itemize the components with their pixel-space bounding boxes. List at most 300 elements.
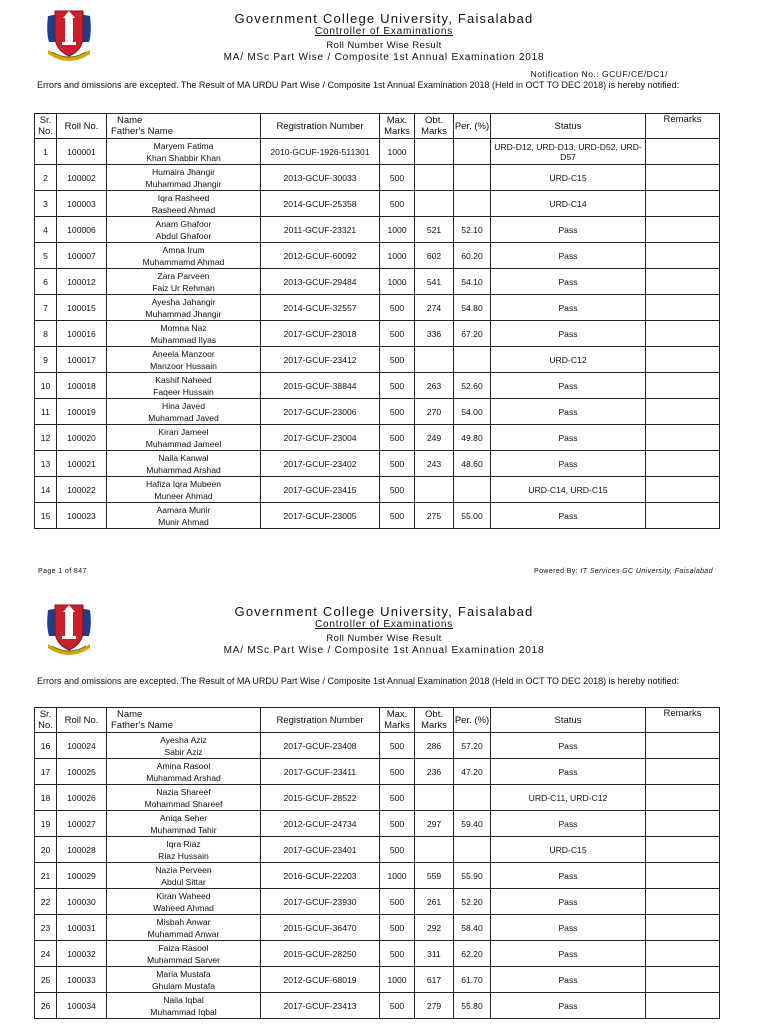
name-cell xyxy=(107,837,261,863)
max-marks-cell: 500 xyxy=(380,425,415,451)
registration-cell: 2012-GCUF-24734 xyxy=(261,811,380,837)
name-cell xyxy=(107,165,261,191)
remarks-cell xyxy=(646,373,720,399)
name-cell xyxy=(107,243,261,269)
max-marks-cell: 500 xyxy=(380,373,415,399)
registration-cell: 2016-GCUF-22203 xyxy=(261,863,380,889)
name-cell xyxy=(107,399,261,425)
percentage-cell: 49.80 xyxy=(454,425,491,451)
roll-cell: 100032 xyxy=(57,941,107,967)
percentage-cell: 55.90 xyxy=(454,863,491,889)
table-row xyxy=(35,321,720,347)
student-name: Nazia Perveen xyxy=(155,864,212,875)
registration-cell: 2017-GCUF-23005 xyxy=(261,503,380,529)
father-name: Faiz Ur Rehman xyxy=(152,282,215,293)
office-title: Controller of Examinations xyxy=(314,619,454,630)
registration-cell: 2015-GCUF-36470 xyxy=(261,915,380,941)
roll-cell: 100031 xyxy=(57,915,107,941)
student-name: Kiran Waheed xyxy=(156,890,211,901)
name-cell xyxy=(107,321,261,347)
father-name: Muhammad Jhangir xyxy=(145,308,222,319)
table-row xyxy=(35,941,720,967)
col-roll: Roll No. xyxy=(57,114,107,139)
col-per: Per. (%) xyxy=(454,708,491,733)
status-cell: Pass xyxy=(491,451,646,477)
name-cell xyxy=(107,863,261,889)
registration-cell: 2017-GCUF-23930 xyxy=(261,889,380,915)
status-cell: Pass xyxy=(491,243,646,269)
student-name: Amina Rasool xyxy=(156,760,211,771)
roll-cell: 100033 xyxy=(57,967,107,993)
percentage-cell: 54.10 xyxy=(454,269,491,295)
father-name: Muhammad Arshad xyxy=(146,464,221,475)
roll-cell: 100019 xyxy=(57,399,107,425)
registration-cell: 2017-GCUF-23408 xyxy=(261,733,380,759)
percentage-cell: 67.20 xyxy=(454,321,491,347)
max-marks-cell: 1000 xyxy=(380,967,415,993)
remarks-cell xyxy=(646,785,720,811)
student-name: Maryem Fatima xyxy=(153,140,214,151)
table-row xyxy=(35,165,720,191)
max-marks-cell: 500 xyxy=(380,785,415,811)
col-max: Max. Marks xyxy=(380,114,415,139)
registration-cell: 2017-GCUF-23004 xyxy=(261,425,380,451)
obt-marks-cell: 559 xyxy=(415,863,454,889)
remarks-cell xyxy=(646,941,720,967)
roll-cell: 100030 xyxy=(57,889,107,915)
percentage-cell: 55.00 xyxy=(454,503,491,529)
name-cell xyxy=(107,347,261,373)
percentage-cell: 48.60 xyxy=(454,451,491,477)
obt-marks-cell: 297 xyxy=(415,811,454,837)
name-cell xyxy=(107,759,261,785)
sr-cell: 11 xyxy=(35,399,57,425)
father-name: Riaz Hussain xyxy=(158,850,209,861)
sr-cell: 1 xyxy=(35,139,57,165)
percentage-cell: 57.20 xyxy=(454,733,491,759)
max-marks-cell: 1000 xyxy=(380,243,415,269)
name-cell xyxy=(107,451,261,477)
office-title: Controller of Examinations xyxy=(314,26,454,37)
name-cell xyxy=(107,733,261,759)
status-cell: Pass xyxy=(491,941,646,967)
percentage-cell: 47.20 xyxy=(454,759,491,785)
percentage-cell: 54.80 xyxy=(454,295,491,321)
max-marks-cell: 1000 xyxy=(380,217,415,243)
student-name: Maria Mustafa xyxy=(156,968,211,979)
remarks-cell xyxy=(646,165,720,191)
col-remarks: Remarks xyxy=(646,708,720,733)
obt-marks-cell xyxy=(415,191,454,217)
student-name: Hafiza Iqra Mubeen xyxy=(146,478,221,489)
max-marks-cell: 1000 xyxy=(380,269,415,295)
percentage-cell: 59.40 xyxy=(454,811,491,837)
registration-cell: 2017-GCUF-23413 xyxy=(261,993,380,1019)
father-name: Abdul Ghafoor xyxy=(155,230,212,241)
report-type: Roll Number Wise Result xyxy=(326,633,442,644)
sr-cell: 25 xyxy=(35,967,57,993)
obt-marks-cell: 279 xyxy=(415,993,454,1019)
result-table xyxy=(34,113,720,529)
roll-cell: 100015 xyxy=(57,295,107,321)
name-cell xyxy=(107,191,261,217)
table-row xyxy=(35,425,720,451)
roll-cell: 100026 xyxy=(57,785,107,811)
name-cell xyxy=(107,941,261,967)
father-name: Muhammad Ilyas xyxy=(150,334,217,345)
obt-marks-cell: 270 xyxy=(415,399,454,425)
notification-number: Notification No.: GCUF/CE/DC1/ xyxy=(530,69,668,79)
obt-marks-cell: 261 xyxy=(415,889,454,915)
student-name: Faiza Rasool xyxy=(158,942,209,953)
father-name: Muhammamd Ahmad xyxy=(142,256,225,267)
remarks-cell xyxy=(646,503,720,529)
result-note: Errors and omissions are excepted. The Result of MA URDU Part Wise / Composite 1st Annual Examination 2018 (Held in OCT TO DEC 2018) is hereby notified: xyxy=(37,676,680,686)
status-cell: Pass xyxy=(491,503,646,529)
status-cell: URD-C11, URD-C12 xyxy=(491,785,646,811)
name-cell xyxy=(107,967,261,993)
status-cell: Pass xyxy=(491,811,646,837)
sr-cell: 7 xyxy=(35,295,57,321)
max-marks-cell: 500 xyxy=(380,811,415,837)
roll-cell: 100020 xyxy=(57,425,107,451)
remarks-cell xyxy=(646,399,720,425)
powered-by: Powered By: IT Services GC University, Faisalabad xyxy=(534,568,713,575)
result-table xyxy=(34,707,720,1019)
remarks-cell xyxy=(646,733,720,759)
father-name: Muhammad Arshad xyxy=(146,772,221,783)
exam-title: MA/ MSc Part Wise / Composite 1st Annual Examination 2018 xyxy=(223,645,545,656)
name-cell xyxy=(107,915,261,941)
obt-marks-cell: 249 xyxy=(415,425,454,451)
name-cell xyxy=(107,217,261,243)
obt-marks-cell: 521 xyxy=(415,217,454,243)
table-row xyxy=(35,295,720,321)
father-name: Waheed Ahmad xyxy=(153,902,214,913)
student-name: Misbah Anwar xyxy=(156,916,211,927)
remarks-cell xyxy=(646,425,720,451)
col-registration: Registration Number xyxy=(261,708,380,733)
father-name: Faqeer Hussain xyxy=(153,386,214,397)
roll-cell: 100034 xyxy=(57,993,107,1019)
sr-cell: 24 xyxy=(35,941,57,967)
registration-cell: 2014-GCUF-32557 xyxy=(261,295,380,321)
roll-cell: 100002 xyxy=(57,165,107,191)
sr-cell: 18 xyxy=(35,785,57,811)
student-name: Aamara Munir xyxy=(156,504,211,515)
table-row xyxy=(35,967,720,993)
max-marks-cell: 500 xyxy=(380,295,415,321)
obt-marks-cell xyxy=(415,347,454,373)
sr-cell: 10 xyxy=(35,373,57,399)
status-cell: Pass xyxy=(491,399,646,425)
obt-marks-cell: 275 xyxy=(415,503,454,529)
status-cell: URD-D12, URD-D13, URD-D52, URD-D57 xyxy=(491,139,646,165)
remarks-cell xyxy=(646,889,720,915)
obt-marks-cell: 292 xyxy=(415,915,454,941)
name-cell xyxy=(107,503,261,529)
registration-cell: 2012-GCUF-60092 xyxy=(261,243,380,269)
remarks-cell xyxy=(646,967,720,993)
name-cell xyxy=(107,139,261,165)
max-marks-cell: 500 xyxy=(380,503,415,529)
obt-marks-cell: 274 xyxy=(415,295,454,321)
student-name: Humaira Jhangir xyxy=(151,166,216,177)
student-name: Hina Javed xyxy=(162,400,205,411)
registration-cell: 2013-GCUF-29484 xyxy=(261,269,380,295)
table-row xyxy=(35,889,720,915)
sr-cell: 23 xyxy=(35,915,57,941)
status-cell: Pass xyxy=(491,269,646,295)
table-row xyxy=(35,451,720,477)
student-name: Aniqa Seher xyxy=(159,812,208,823)
remarks-cell xyxy=(646,295,720,321)
table-row xyxy=(35,503,720,529)
obt-marks-cell: 311 xyxy=(415,941,454,967)
max-marks-cell: 500 xyxy=(380,993,415,1019)
university-title: Government College University, Faisalabad xyxy=(234,604,534,619)
father-name: Mohammad Shareef xyxy=(144,798,223,809)
roll-cell: 100024 xyxy=(57,733,107,759)
max-marks-cell: 500 xyxy=(380,733,415,759)
max-marks-cell: 500 xyxy=(380,191,415,217)
col-remarks: Remarks xyxy=(646,114,720,139)
max-marks-cell: 500 xyxy=(380,915,415,941)
remarks-cell xyxy=(646,837,720,863)
col-status: Status xyxy=(491,708,646,733)
percentage-cell: 55.80 xyxy=(454,993,491,1019)
registration-cell: 2017-GCUF-23006 xyxy=(261,399,380,425)
remarks-cell xyxy=(646,477,720,503)
status-cell: Pass xyxy=(491,217,646,243)
student-name: Aneela Manzoor xyxy=(152,348,215,359)
percentage-cell xyxy=(454,837,491,863)
registration-cell: 2017-GCUF-23018 xyxy=(261,321,380,347)
remarks-cell xyxy=(646,321,720,347)
percentage-cell xyxy=(454,785,491,811)
table-row xyxy=(35,759,720,785)
obt-marks-cell: 236 xyxy=(415,759,454,785)
table-row xyxy=(35,477,720,503)
table-row xyxy=(35,269,720,295)
name-cell xyxy=(107,295,261,321)
roll-cell: 100017 xyxy=(57,347,107,373)
obt-marks-cell: 617 xyxy=(415,967,454,993)
max-marks-cell: 500 xyxy=(380,477,415,503)
sr-cell: 3 xyxy=(35,191,57,217)
table-row xyxy=(35,733,720,759)
university-title: Government College University, Faisalabad xyxy=(234,11,534,26)
result-page-2 xyxy=(0,594,768,1024)
roll-cell: 100006 xyxy=(57,217,107,243)
col-obt: Obt. Marks xyxy=(415,114,454,139)
registration-cell: 2013-GCUF-30033 xyxy=(261,165,380,191)
table-row xyxy=(35,399,720,425)
table-row xyxy=(35,915,720,941)
percentage-cell: 60.20 xyxy=(454,243,491,269)
sr-cell: 17 xyxy=(35,759,57,785)
sr-cell: 5 xyxy=(35,243,57,269)
obt-marks-cell xyxy=(415,477,454,503)
max-marks-cell: 500 xyxy=(380,759,415,785)
table-row xyxy=(35,993,720,1019)
student-name: Zara Parveen xyxy=(157,270,210,281)
roll-cell: 100018 xyxy=(57,373,107,399)
registration-cell: 2017-GCUF-23402 xyxy=(261,451,380,477)
sr-cell: 14 xyxy=(35,477,57,503)
status-cell: Pass xyxy=(491,967,646,993)
max-marks-cell: 500 xyxy=(380,889,415,915)
obt-marks-cell: 263 xyxy=(415,373,454,399)
percentage-cell xyxy=(454,477,491,503)
exam-title: MA/ MSc Part Wise / Composite 1st Annual Examination 2018 xyxy=(223,52,545,63)
registration-cell: 2017-GCUF-23412 xyxy=(261,347,380,373)
sr-cell: 19 xyxy=(35,811,57,837)
remarks-cell xyxy=(646,243,720,269)
remarks-cell xyxy=(646,863,720,889)
father-name: Manzoor Hussain xyxy=(150,360,217,371)
sr-cell: 6 xyxy=(35,269,57,295)
status-cell: Pass xyxy=(491,733,646,759)
sr-cell: 16 xyxy=(35,733,57,759)
table-row xyxy=(35,373,720,399)
sr-cell: 15 xyxy=(35,503,57,529)
father-name: Muhammad Jameel xyxy=(145,438,222,449)
name-cell xyxy=(107,477,261,503)
father-name: Sabir Aziz xyxy=(164,746,203,757)
percentage-cell: 61.70 xyxy=(454,967,491,993)
student-name: Iqra Rasheed xyxy=(157,192,210,203)
table-row xyxy=(35,191,720,217)
roll-cell: 100028 xyxy=(57,837,107,863)
status-cell: Pass xyxy=(491,993,646,1019)
sr-cell: 22 xyxy=(35,889,57,915)
roll-cell: 100021 xyxy=(57,451,107,477)
roll-cell: 100003 xyxy=(57,191,107,217)
student-name: Ayesha Jahangir xyxy=(151,296,216,307)
table-row xyxy=(35,811,720,837)
sr-cell: 20 xyxy=(35,837,57,863)
obt-marks-cell: 336 xyxy=(415,321,454,347)
percentage-cell: 52.60 xyxy=(454,373,491,399)
roll-cell: 100022 xyxy=(57,477,107,503)
roll-cell: 100016 xyxy=(57,321,107,347)
sr-cell: 26 xyxy=(35,993,57,1019)
col-sr: Sr. No. xyxy=(35,708,57,733)
name-cell xyxy=(107,993,261,1019)
page-number: Page 1 of 847 xyxy=(38,568,87,575)
father-name: Muneer Ahmad xyxy=(154,490,213,501)
max-marks-cell: 1000 xyxy=(380,863,415,889)
col-status: Status xyxy=(491,114,646,139)
obt-marks-cell: 243 xyxy=(415,451,454,477)
obt-marks-cell: 541 xyxy=(415,269,454,295)
student-name: Amna Irum xyxy=(162,244,205,255)
status-cell: Pass xyxy=(491,915,646,941)
col-name: Name Father's Name xyxy=(107,114,261,139)
remarks-cell xyxy=(646,191,720,217)
remarks-cell xyxy=(646,759,720,785)
roll-cell: 100029 xyxy=(57,863,107,889)
percentage-cell: 52.20 xyxy=(454,889,491,915)
table-header xyxy=(35,708,720,733)
remarks-cell xyxy=(646,915,720,941)
registration-cell: 2017-GCUF-23401 xyxy=(261,837,380,863)
col-roll: Roll No. xyxy=(57,708,107,733)
roll-cell: 100007 xyxy=(57,243,107,269)
obt-marks-cell xyxy=(415,165,454,191)
registration-cell: 2015-GCUF-38844 xyxy=(261,373,380,399)
roll-cell: 100023 xyxy=(57,503,107,529)
name-cell xyxy=(107,811,261,837)
student-name: Nazia Shareef xyxy=(156,786,211,797)
remarks-cell xyxy=(646,269,720,295)
remarks-cell xyxy=(646,217,720,243)
obt-marks-cell: 602 xyxy=(415,243,454,269)
max-marks-cell: 500 xyxy=(380,941,415,967)
status-cell: Pass xyxy=(491,321,646,347)
roll-cell: 100025 xyxy=(57,759,107,785)
student-name: Anam Ghafoor xyxy=(155,218,212,229)
percentage-cell: 52.10 xyxy=(454,217,491,243)
percentage-cell: 58.40 xyxy=(454,915,491,941)
remarks-cell xyxy=(646,347,720,373)
name-cell xyxy=(107,373,261,399)
max-marks-cell: 500 xyxy=(380,399,415,425)
roll-cell: 100027 xyxy=(57,811,107,837)
registration-cell: 2015-GCUF-28522 xyxy=(261,785,380,811)
registration-cell: 2010-GCUF-1926-511301 xyxy=(261,139,380,165)
status-cell: URD-C15 xyxy=(491,165,646,191)
father-name: Muhammad Anwar xyxy=(147,928,220,939)
father-name: Muhammad Sarver xyxy=(146,954,221,965)
obt-marks-cell xyxy=(415,837,454,863)
father-name: Muhammad Tahir xyxy=(150,824,217,835)
table-row xyxy=(35,863,720,889)
name-cell xyxy=(107,425,261,451)
status-cell: URD-C14, URD-C15 xyxy=(491,477,646,503)
max-marks-cell: 500 xyxy=(380,321,415,347)
table-row xyxy=(35,139,720,165)
col-registration: Registration Number xyxy=(261,114,380,139)
report-type: Roll Number Wise Result xyxy=(326,40,442,51)
registration-cell: 2015-GCUF-28250 xyxy=(261,941,380,967)
status-cell: Pass xyxy=(491,425,646,451)
remarks-cell xyxy=(646,139,720,165)
student-name: Iqra Riaz xyxy=(166,838,201,849)
status-cell: Pass xyxy=(491,295,646,321)
col-per: Per. (%) xyxy=(454,114,491,139)
obt-marks-cell xyxy=(415,785,454,811)
sr-cell: 4 xyxy=(35,217,57,243)
max-marks-cell: 500 xyxy=(380,347,415,373)
name-cell xyxy=(107,889,261,915)
percentage-cell xyxy=(454,165,491,191)
student-name: Ayesha Aziz xyxy=(160,734,207,745)
sr-cell: 9 xyxy=(35,347,57,373)
name-cell xyxy=(107,269,261,295)
registration-cell: 2011-GCUF-23321 xyxy=(261,217,380,243)
max-marks-cell: 500 xyxy=(380,837,415,863)
obt-marks-cell: 286 xyxy=(415,733,454,759)
father-name: Muhammad Jhangir xyxy=(145,178,222,189)
father-name: Khan Shabbir Khan xyxy=(146,152,221,163)
father-name: Ghulam Mustafa xyxy=(151,980,216,991)
roll-cell: 100001 xyxy=(57,139,107,165)
col-name: Name Father's Name xyxy=(107,708,261,733)
percentage-cell: 62.20 xyxy=(454,941,491,967)
registration-cell: 2012-GCUF-68019 xyxy=(261,967,380,993)
